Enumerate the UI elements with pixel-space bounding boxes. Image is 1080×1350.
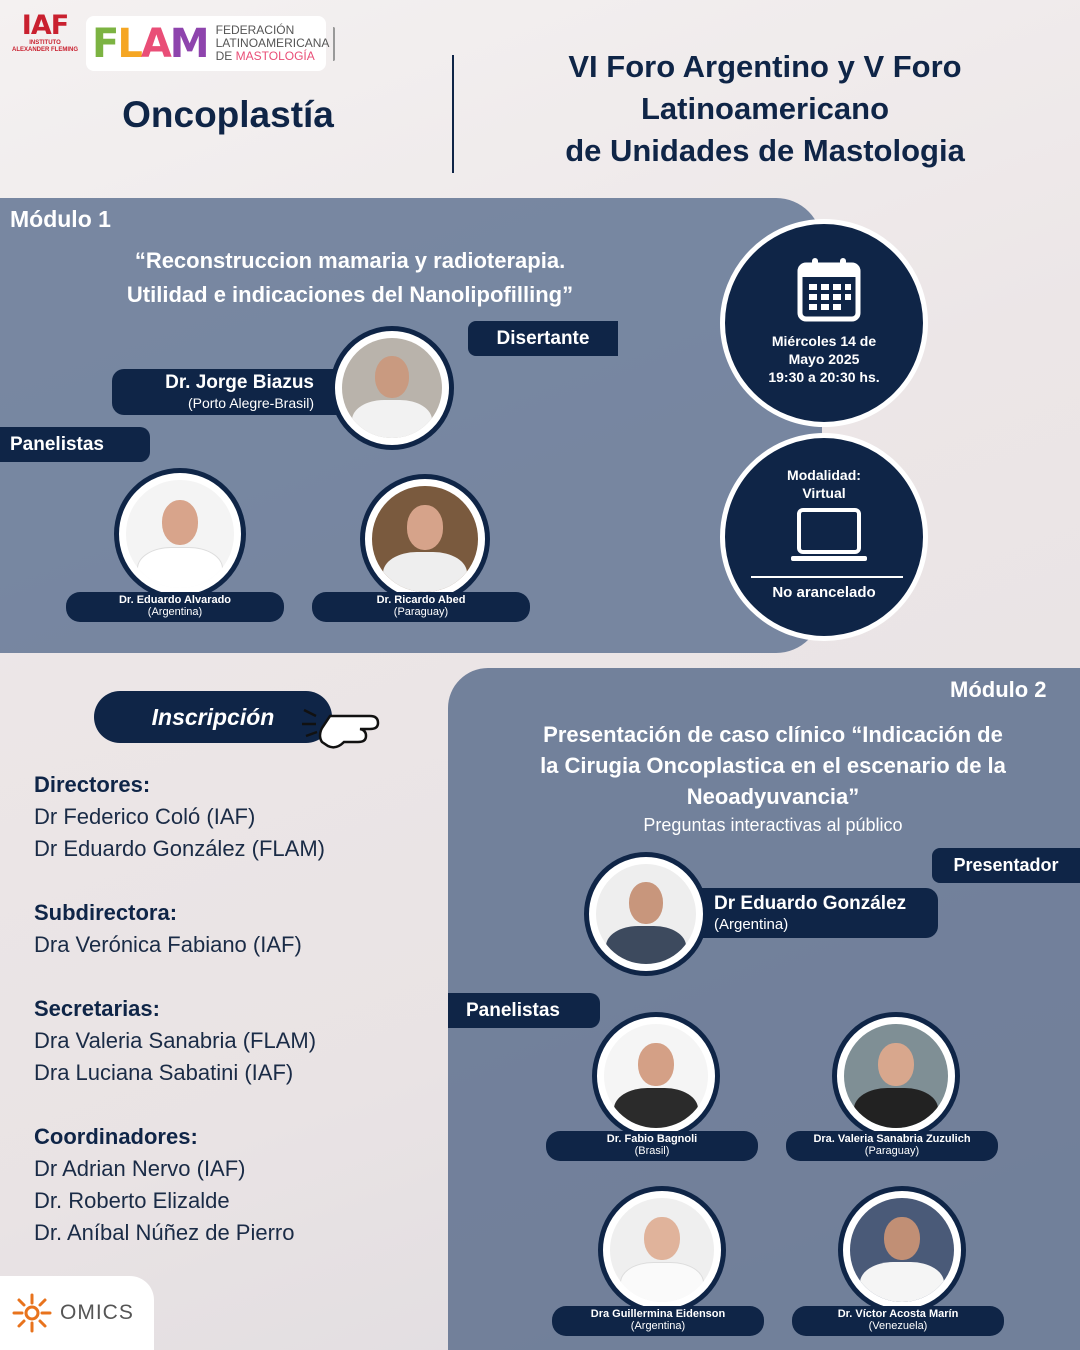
date-badge <box>720 219 928 427</box>
topic-title: Oncoplastía <box>122 94 334 135</box>
fee-text: No arancelado <box>772 584 876 601</box>
flam-wordmark: FLAM <box>92 20 208 67</box>
modality-badge <box>720 433 928 641</box>
module2-subtitle: Preguntas interactivas al público <box>643 815 903 835</box>
flam-logo <box>86 16 330 71</box>
module1-label: Módulo 1 <box>10 206 111 232</box>
iaf-logo: IAF INSTITUTO ALEXANDER FLEMING <box>12 10 78 53</box>
module2-title: Presentación de caso clínico “Indicación de la Cirugia Oncoplastica en el escenario de la Neoadyuvancia” <box>540 722 1006 809</box>
panelist-name-pill: Dra. Valeria Sanabria Zuzulich (Paraguay) <box>786 1131 998 1161</box>
omics-sun-icon <box>12 1293 52 1333</box>
inscripcion-button[interactable]: Inscripción <box>94 691 332 743</box>
speaker-photo <box>330 326 454 450</box>
flam-subtitle: FEDERACIÓN LATINOAMERICANA DE MASTOLOGÍA <box>215 23 330 63</box>
module1-title: “Reconstruccion mamaria y radioterapia. Utilidad e indicaciones del Nanolipofilling” <box>126 248 574 307</box>
subdirectora-section: Subdirectora: Dra Verónica Fabiano (IAF) <box>34 900 302 957</box>
date-text: Miércoles 14 de Mayo 2025 19:30 a 20:30 hs. <box>768 333 880 385</box>
laptop-icon <box>789 508 869 564</box>
omics-logo: OMICS <box>0 1276 154 1350</box>
flam-emblem-icon <box>333 27 335 61</box>
directores-section: Directores: Dr Federico Coló (IAF) Dr Eduardo González (FLAM) <box>34 772 325 861</box>
panelist-name-pill: Dr. Eduardo Alvarado (Argentina) <box>66 592 284 622</box>
presentador-label: Presentador <box>932 848 1080 883</box>
panelist-photo <box>360 474 490 604</box>
panelist-name-pill: Dra Guillermina Eidenson (Argentina) <box>552 1306 764 1336</box>
panelist-name-pill: Dr. Fabio Bagnoli (Brasil) <box>546 1131 758 1161</box>
panelist-photo <box>838 1186 966 1314</box>
panelist-name-pill: Dr. Víctor Acosta Marín (Venezuela) <box>792 1306 1004 1336</box>
badge-divider <box>751 576 903 578</box>
header-divider <box>452 55 454 173</box>
panelistas-label: Panelistas <box>0 427 150 462</box>
panelist-photo <box>598 1186 726 1314</box>
disertante-label: Disertante <box>468 321 618 356</box>
module2-label: Módulo 2 <box>950 677 1047 702</box>
coordinadores-section: Coordinadores: Dr Adrian Nervo (IAF) Dr. Roberto Elizalde Dr. Aníbal Núñez de Pierro <box>34 1124 295 1245</box>
calendar-icon <box>797 256 861 322</box>
presenter-photo <box>584 852 708 976</box>
modality-text: Modalidad: Virtual <box>787 467 861 501</box>
speaker-name-pill: Dr. Jorge Biazus (Porto Alegre-Brasil) <box>112 369 352 415</box>
event-title: VI Foro Argentino y V Foro Latinoamericano de Unidades de Mastologia <box>565 49 965 168</box>
secretarias-section: Secretarias: Dra Valeria Sanabria (FLAM) Dra Luciana Sabatini (IAF) <box>34 996 317 1085</box>
panelistas-label-2: Panelistas <box>448 993 600 1028</box>
panelist-photo <box>592 1012 720 1140</box>
presenter-name-pill: Dr Eduardo González (Argentina) <box>700 888 938 938</box>
panelist-name-pill: Dr. Ricardo Abed (Paraguay) <box>312 592 530 622</box>
panelist-photo <box>114 468 246 600</box>
pointing-hand-icon <box>300 696 384 752</box>
panelist-photo <box>832 1012 960 1140</box>
